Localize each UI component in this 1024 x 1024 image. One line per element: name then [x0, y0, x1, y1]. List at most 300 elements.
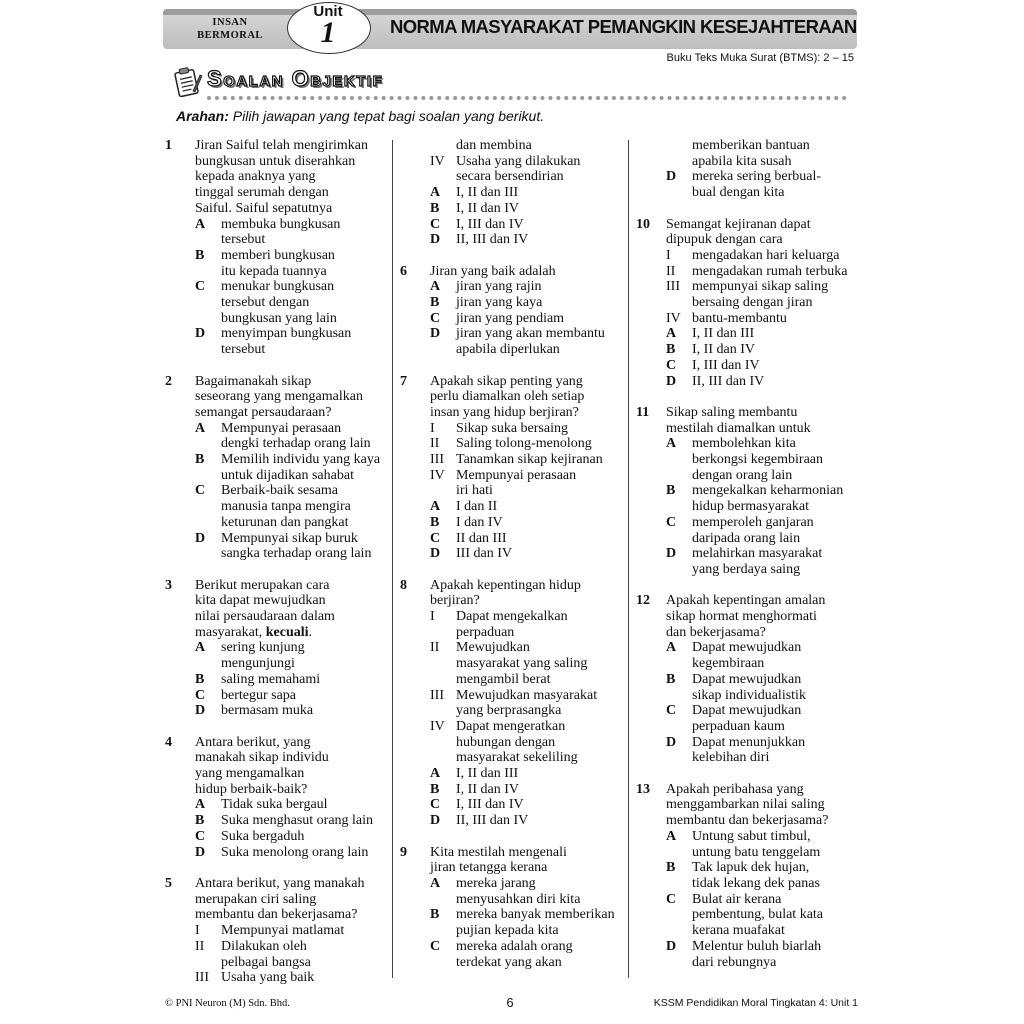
- option-line: Mempunyai perasaan: [456, 467, 577, 483]
- question-block: [636, 217, 858, 390]
- stem-line: Apakah peribahasa yang: [666, 781, 804, 797]
- option-line: mempunyai sikap saling: [692, 279, 829, 295]
- option-text: [692, 342, 858, 358]
- stem-end: .: [308, 624, 313, 640]
- footer-book-title: KSSM Pendidikan Moral Tingkatan 4: Unit 1: [653, 997, 858, 1009]
- stem-line: Jiran yang baik adalah: [430, 263, 556, 279]
- stem-line: insan yang hidup berjiran?: [430, 404, 579, 420]
- option-label: B: [430, 781, 440, 797]
- option-label: I: [195, 923, 200, 939]
- option-line: mengadakan rumah terbuka: [692, 263, 848, 279]
- option-label: [430, 138, 456, 154]
- option-label: B: [430, 295, 440, 311]
- option-line: jiran yang rajin: [456, 279, 542, 295]
- option-line: memberi bungkusan: [221, 247, 335, 263]
- option-line: sangka terhadap orang lain: [221, 546, 372, 562]
- answer-option: [666, 546, 858, 577]
- question-number: 4: [165, 734, 172, 750]
- unit-title: NORMA MASYARAKAT PEMANGKIN KESEJAHTERAAN: [390, 16, 857, 37]
- option-text: [456, 201, 625, 217]
- stem-text: masyarakat,: [195, 624, 266, 640]
- option-text: [692, 264, 858, 280]
- stem-line: Kita mestilah mengenali: [430, 844, 567, 860]
- option-text: [456, 468, 625, 499]
- option-line: kegembiraan: [692, 656, 765, 672]
- question-block: [636, 782, 858, 970]
- stem-line: kita dapat mewujudkan: [195, 593, 326, 609]
- option-text: [456, 499, 625, 515]
- option-line: Untung sabut timbul,: [692, 828, 811, 844]
- option-line: bermasam muka: [221, 703, 314, 719]
- column-divider: [628, 140, 629, 978]
- answer-option: [430, 436, 625, 452]
- stem-line: membantu dan bekerjasama?: [195, 907, 358, 923]
- option-line: III dan IV: [456, 546, 512, 562]
- option-text: [221, 483, 390, 530]
- option-label: D: [666, 169, 677, 185]
- option-label: C: [195, 279, 206, 295]
- option-line: Berbaik-baik sesama: [221, 483, 339, 499]
- option-line: dengan orang lain: [692, 467, 793, 483]
- option-text: [692, 860, 858, 891]
- option-line: Dapat mengeratkan: [456, 718, 566, 734]
- answer-option: [430, 217, 625, 233]
- answer-option: [430, 688, 625, 719]
- question-block: [636, 405, 858, 578]
- question-block: [400, 374, 625, 562]
- option-line: Suka menghasut orang lain: [221, 813, 374, 829]
- question-stem: [666, 782, 858, 829]
- option-line: menyusahkan diri kita: [456, 891, 581, 907]
- option-label: D: [430, 813, 441, 829]
- option-label: III: [195, 970, 209, 986]
- option-line: Mempunyai perasaan: [221, 420, 342, 436]
- option-text: [221, 452, 390, 483]
- option-text: [221, 531, 390, 562]
- stem-line: Jiran Saiful telah mengirimkan: [195, 138, 369, 153]
- option-text: [692, 138, 858, 169]
- option-label: B: [195, 813, 205, 829]
- option-line: yang berdaya saing: [692, 561, 801, 577]
- answer-option: [195, 703, 390, 719]
- answer-option: [430, 813, 625, 829]
- option-text: [692, 311, 858, 327]
- stem-line: manakah sikap individu: [195, 750, 329, 766]
- option-line: hidup bermasyarakat: [692, 499, 810, 515]
- option-label: A: [430, 279, 441, 295]
- option-line: mereka jarang: [456, 875, 536, 891]
- option-line: tersebut: [221, 232, 266, 248]
- option-line: Tanamkan sikap kejiranan: [456, 452, 603, 468]
- option-label: C: [430, 530, 441, 546]
- option-line: daripada orang lain: [692, 530, 801, 546]
- option-label: B: [666, 671, 676, 687]
- option-text: [456, 326, 625, 357]
- header-subject-line: BERMORAL: [197, 30, 263, 41]
- option-text: [221, 248, 390, 279]
- option-line: I, II dan IV: [456, 781, 519, 797]
- question-stem: [430, 845, 625, 876]
- option-text: [456, 766, 625, 782]
- option-line: yang berprasangka: [456, 703, 562, 719]
- option-line: manusia tanpa mengira: [221, 499, 351, 515]
- option-line: membolehkan kita: [692, 436, 796, 452]
- option-label: D: [430, 232, 441, 248]
- option-line: jiran yang akan membantu: [456, 326, 605, 342]
- option-text: [221, 421, 390, 452]
- option-label: IV: [430, 718, 445, 734]
- option-text: [456, 876, 625, 907]
- question-number: 11: [636, 404, 650, 420]
- question-stem: [430, 374, 625, 421]
- option-label: IV: [666, 310, 681, 326]
- stem-line: seseorang yang mengamalkan: [195, 389, 363, 405]
- question-stem: [195, 578, 390, 641]
- option-line: kerana muafakat: [692, 923, 785, 939]
- question-stem: [195, 374, 390, 421]
- stem-line: semangat persaudaraan?: [195, 404, 332, 420]
- option-line: itu kepada tuannya: [221, 263, 327, 279]
- question-number: 5: [165, 875, 172, 891]
- option-label: IV: [430, 467, 445, 483]
- option-line: berkongsi kegembiraan: [692, 452, 824, 468]
- option-line: sering kunjung: [221, 640, 305, 656]
- option-line: bantu-membantu: [692, 310, 787, 326]
- clipboard-icon: [173, 65, 203, 97]
- stem-line: Berikut merupakan cara: [195, 577, 330, 593]
- answer-option: [430, 907, 625, 938]
- answer-option: [430, 797, 625, 813]
- option-label: C: [430, 310, 441, 326]
- option-line: II, III dan IV: [456, 813, 529, 829]
- option-label: B: [430, 907, 440, 923]
- option-text: [221, 923, 390, 939]
- answer-option: [666, 326, 858, 342]
- option-line: menyimpan bungkusan: [221, 326, 352, 342]
- question-block: [400, 138, 625, 248]
- option-text: [221, 939, 390, 970]
- stem-line: hidup berbaik-baik?: [195, 781, 308, 797]
- option-line: iri hati: [456, 483, 493, 499]
- stem-emphasis: kecuali: [265, 624, 309, 640]
- option-line: I, II dan III: [692, 326, 755, 342]
- answer-option: [195, 829, 390, 845]
- option-label: B: [666, 342, 676, 358]
- option-line: mereka sering berbual-: [692, 169, 822, 185]
- option-text: [456, 452, 625, 468]
- option-label: A: [666, 828, 677, 844]
- answer-option: [666, 248, 858, 264]
- answer-option: [430, 782, 625, 798]
- answer-option: [195, 279, 390, 326]
- question-stem: [666, 593, 858, 640]
- option-text: [456, 138, 625, 154]
- answer-option: [195, 672, 390, 688]
- option-line: I dan II: [456, 499, 498, 515]
- directions-label: Arahan:: [176, 108, 229, 124]
- option-line: Tak lapuk dek hujan,: [692, 860, 810, 876]
- option-label: C: [666, 357, 677, 373]
- option-line: tersebut dengan: [221, 295, 310, 311]
- answer-option: [430, 311, 625, 327]
- option-line: apabila diperlukan: [456, 342, 560, 358]
- header-subject-line: INSAN: [212, 17, 248, 28]
- option-line: terdekat yang akan: [456, 954, 562, 970]
- option-text: [221, 813, 390, 829]
- stem-line: Apakah kepentingan hidup: [430, 577, 581, 593]
- answer-option: [430, 232, 625, 248]
- answer-option: [666, 703, 858, 734]
- option-text: [692, 358, 858, 374]
- option-label: A: [195, 420, 206, 436]
- option-text: [456, 531, 625, 547]
- option-line: saling memahami: [221, 671, 321, 687]
- option-text: [456, 719, 625, 766]
- question-block: [400, 264, 625, 358]
- option-label: I: [430, 609, 435, 625]
- option-line: masyarakat yang saling: [456, 656, 588, 672]
- option-label: D: [195, 844, 206, 860]
- option-line: Melentur buluh biarlah: [692, 938, 822, 954]
- answer-option: [195, 421, 390, 452]
- option-label: III: [666, 279, 680, 295]
- option-line: II dan III: [456, 530, 507, 546]
- answer-option: [195, 248, 390, 279]
- option-line: Mempunyai matlamat: [221, 923, 345, 939]
- option-label: C: [195, 687, 206, 703]
- option-line: II, III dan IV: [456, 232, 529, 248]
- option-label: D: [430, 326, 441, 342]
- option-label: II: [430, 640, 440, 656]
- option-text: [221, 640, 390, 671]
- stem-line: jiran tetangga kerana: [430, 860, 548, 876]
- option-label: D: [430, 546, 441, 562]
- stem-line: Semangat kejiranan dapat: [666, 216, 811, 232]
- option-line: Dilakukan oleh: [221, 938, 307, 954]
- option-line: membuka bungkusan: [221, 216, 341, 232]
- option-label: C: [430, 216, 441, 232]
- stem-line: kepada anaknya yang: [195, 169, 316, 185]
- stem-line: Antara berikut, yang manakah: [195, 875, 365, 891]
- stem-line: Antara berikut, yang: [195, 734, 311, 750]
- option-line: perpaduan: [456, 624, 515, 640]
- option-line: untuk dijadikan sahabat: [221, 467, 354, 483]
- option-line: menukar bungkusan: [221, 279, 335, 295]
- stem-line: [195, 625, 390, 641]
- question-block: [165, 374, 390, 562]
- question-number: 12: [636, 593, 650, 609]
- question-block: [165, 876, 390, 986]
- stem-line: Bagaimanakah sikap: [195, 373, 312, 389]
- option-line: memberikan bantuan: [692, 138, 810, 153]
- answer-option: [666, 735, 858, 766]
- option-label: B: [430, 200, 440, 216]
- question-number: 3: [165, 577, 172, 593]
- option-label: C: [666, 703, 677, 719]
- option-label: C: [666, 891, 677, 907]
- option-text: [221, 688, 390, 704]
- option-label: A: [666, 436, 677, 452]
- question-block: [400, 845, 625, 971]
- option-line: mereka adalah orang: [456, 938, 573, 954]
- answer-option: [430, 138, 625, 154]
- option-line: Sikap suka bersaing: [456, 420, 568, 436]
- option-text: [692, 515, 858, 546]
- unit-number: 1: [320, 16, 336, 49]
- option-text: [692, 169, 858, 200]
- stem-line: Sikap saling membantu: [666, 404, 798, 420]
- option-text: [692, 735, 858, 766]
- answer-option: [195, 688, 390, 704]
- option-line: Mempunyai sikap buruk: [221, 530, 358, 546]
- answer-option: [666, 640, 858, 671]
- answer-option: [430, 609, 625, 640]
- option-text: [456, 279, 625, 295]
- option-line: apabila kita susah: [692, 153, 792, 169]
- answer-option: [195, 923, 390, 939]
- option-label: A: [666, 640, 677, 656]
- option-text: [692, 546, 858, 577]
- stem-line: Apakah kepentingan amalan: [666, 593, 826, 609]
- answer-option: [195, 483, 390, 530]
- answer-option: [666, 892, 858, 939]
- option-text: [456, 797, 625, 813]
- stem-line: menggambarkan nilai saling: [666, 797, 825, 813]
- answer-option: [666, 138, 858, 169]
- option-text: [456, 185, 625, 201]
- option-label: III: [430, 687, 444, 703]
- option-text: [456, 421, 625, 437]
- option-text: [456, 782, 625, 798]
- question-stem: [666, 405, 858, 436]
- option-label: B: [666, 860, 676, 876]
- answer-option: [430, 185, 625, 201]
- option-line: II, III dan IV: [692, 373, 765, 389]
- question-block: [636, 593, 858, 766]
- question-number: 9: [400, 844, 407, 860]
- option-line: Dapat mengekalkan: [456, 609, 568, 625]
- option-line: Dapat mewujudkan: [692, 703, 802, 719]
- option-text: [692, 436, 858, 483]
- option-text: [692, 279, 858, 310]
- option-text: [221, 326, 390, 357]
- option-label: A: [430, 185, 441, 201]
- option-label: D: [666, 546, 677, 562]
- option-line: Saling tolong-menolong: [456, 436, 592, 452]
- answer-option: [430, 546, 625, 562]
- option-text: [456, 907, 625, 938]
- option-line: masyarakat sekeliling: [456, 750, 578, 766]
- option-line: sikap individualistik: [692, 687, 806, 703]
- answer-option: [430, 531, 625, 547]
- option-line: Suka bergaduh: [221, 828, 305, 844]
- option-line: mengadakan hari keluarga: [692, 247, 840, 263]
- option-text: [692, 326, 858, 342]
- option-text: [221, 279, 390, 326]
- answer-option: [195, 939, 390, 970]
- option-text: [692, 483, 858, 514]
- option-label: IV: [430, 153, 445, 169]
- option-label: C: [195, 828, 206, 844]
- option-label: C: [666, 514, 677, 530]
- option-line: dan membina: [456, 138, 532, 153]
- stem-line: berjiran?: [430, 593, 480, 609]
- option-line: dari rebungnya: [692, 954, 777, 970]
- question-number: 13: [636, 781, 650, 797]
- stem-line: nilai persaudaraan dalam: [195, 609, 335, 625]
- answer-option: [430, 499, 625, 515]
- stem-line: membantu dan bekerjasama?: [666, 813, 829, 829]
- stem-line: dan bekerjasama?: [666, 624, 766, 640]
- option-label: D: [195, 530, 206, 546]
- option-label: A: [666, 326, 677, 342]
- option-text: [221, 829, 390, 845]
- option-line: Mewujudkan masyarakat: [456, 687, 598, 703]
- option-text: [456, 546, 625, 562]
- answer-option: [195, 845, 390, 861]
- directions: [176, 108, 544, 124]
- question-stem: [666, 217, 858, 248]
- option-label: II: [430, 436, 440, 452]
- option-label: A: [430, 875, 441, 891]
- option-label: I: [430, 420, 435, 436]
- option-text: [456, 515, 625, 531]
- option-text: [221, 797, 390, 813]
- question-stem: [195, 876, 390, 923]
- answer-option: [666, 672, 858, 703]
- question-number: 6: [400, 263, 407, 279]
- option-text: [456, 436, 625, 452]
- answer-option: [666, 169, 858, 200]
- option-line: I, III dan IV: [456, 216, 524, 232]
- option-text: [221, 970, 390, 986]
- stem-line: Saiful. Saiful sepatutnya: [195, 200, 333, 216]
- section-divider: [207, 96, 847, 100]
- stem-line: merupakan ciri saling: [195, 891, 317, 907]
- question-column-2: [400, 138, 625, 970]
- option-line: keturunan dan pangkat: [221, 514, 349, 530]
- option-text: [221, 217, 390, 248]
- option-text: [692, 829, 858, 860]
- answer-option: [430, 719, 625, 766]
- answer-option: [666, 279, 858, 310]
- stem-line: Apakah sikap penting yang: [430, 373, 583, 389]
- page-number: 6: [506, 995, 514, 1010]
- answer-option: [666, 829, 858, 860]
- option-label: A: [430, 499, 441, 515]
- option-text: [692, 672, 858, 703]
- question-number: 8: [400, 577, 407, 593]
- stem-line: perlu diamalkan oleh setiap: [430, 389, 585, 405]
- stem-line: yang mengamalkan: [195, 766, 305, 782]
- option-text: [692, 892, 858, 939]
- directions-text: Pilih jawapan yang tepat bagi soalan yang berikut.: [232, 108, 545, 124]
- option-label: II: [666, 263, 676, 279]
- textbook-reference: Buku Teks Muka Surat (BTMS): 2 – 15: [666, 52, 854, 64]
- stem-line: dipupuk dengan cara: [666, 232, 783, 248]
- answer-option: [195, 813, 390, 829]
- option-text: [692, 640, 858, 671]
- option-label: C: [195, 483, 206, 499]
- answer-option: [195, 326, 390, 357]
- answer-option: [666, 860, 858, 891]
- answer-option: [430, 515, 625, 531]
- question-block: [400, 578, 625, 829]
- option-line: I, III dan IV: [456, 797, 524, 813]
- option-label: III: [430, 452, 444, 468]
- answer-option: [195, 970, 390, 986]
- answer-option: [666, 515, 858, 546]
